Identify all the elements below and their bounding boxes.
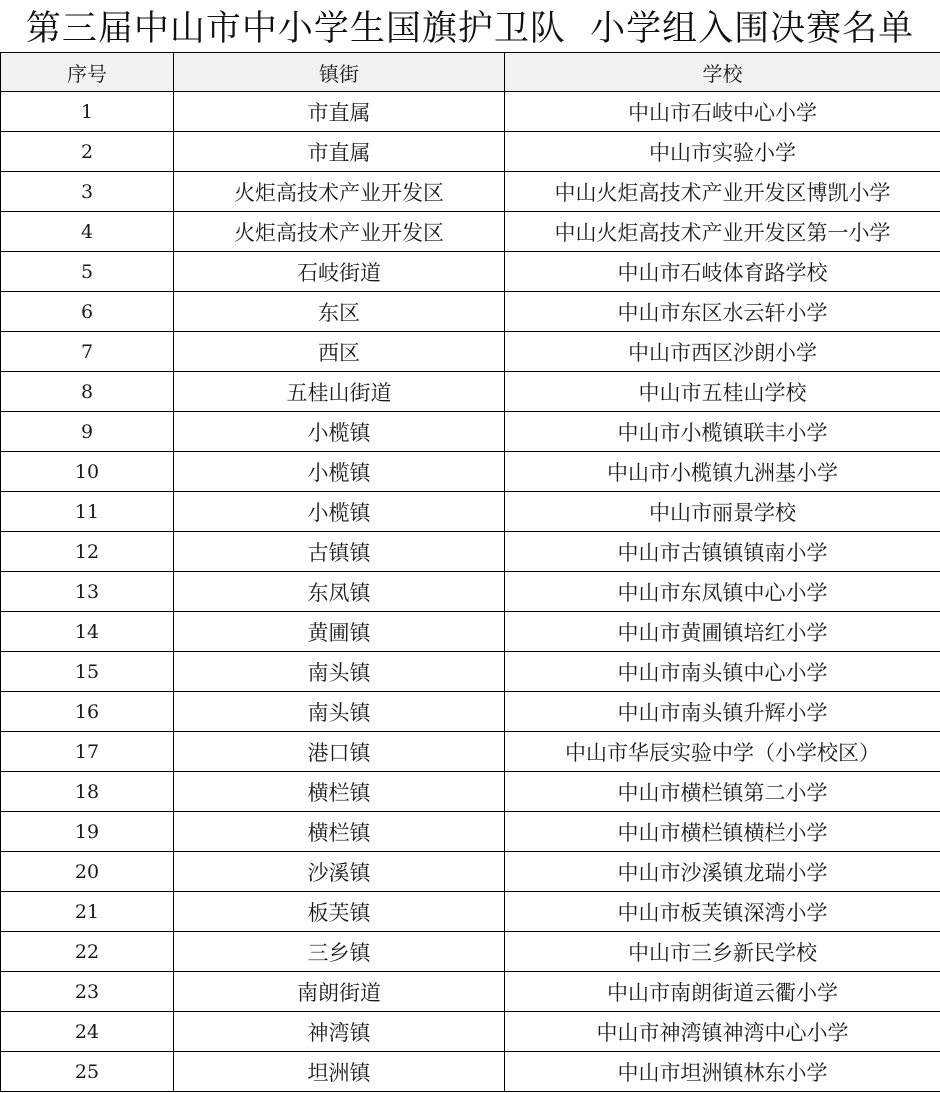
header-row	[1, 53, 940, 92]
row-index-cell: 23	[1, 972, 174, 1012]
row-school-cell: 中山市古镇镇镇南小学	[505, 532, 940, 572]
row-school-cell: 中山市华辰实验中学（小学校区）	[505, 732, 940, 772]
row-school-cell: 中山市南头镇中心小学	[505, 652, 940, 692]
row-town-cell: 五桂山街道	[174, 372, 505, 412]
document-title: 第三届中山市中小学生国旗护卫队 小学组入围决赛名单	[25, 9, 915, 49]
table-row	[1, 892, 940, 932]
table-row	[1, 772, 940, 812]
table-row	[1, 252, 940, 292]
row-school-cell: 中山市实验小学	[505, 132, 940, 172]
row-town-cell: 板芙镇	[174, 892, 505, 932]
row-school-cell: 中山市南头镇升辉小学	[505, 692, 940, 732]
table-row	[1, 452, 940, 492]
table-row	[1, 292, 940, 332]
header-town: 镇街	[174, 53, 505, 92]
row-town-cell: 黄圃镇	[174, 612, 505, 652]
row-school-cell: 中山市东区水云轩小学	[505, 292, 940, 332]
table-row	[1, 732, 940, 772]
row-index-cell: 3	[1, 172, 174, 212]
row-school-cell: 中山市黄圃镇培红小学	[505, 612, 940, 652]
row-town-cell: 小榄镇	[174, 492, 505, 532]
row-town-cell: 三乡镇	[174, 932, 505, 972]
table-row	[1, 412, 940, 452]
table-row	[1, 532, 940, 572]
row-town-cell: 古镇镇	[174, 532, 505, 572]
row-school-cell: 中山市小榄镇联丰小学	[505, 412, 940, 452]
table-row	[1, 132, 940, 172]
row-school-cell: 中山市南朗街道云衢小学	[505, 972, 940, 1012]
row-town-cell: 市直属	[174, 92, 505, 132]
row-school-cell: 中山市丽景学校	[505, 492, 940, 532]
row-index-cell: 24	[1, 1012, 174, 1052]
row-index-cell: 22	[1, 932, 174, 972]
row-index-cell: 15	[1, 652, 174, 692]
row-index-cell: 20	[1, 852, 174, 892]
row-town-cell: 火炬高技术产业开发区	[174, 172, 505, 212]
row-school-cell: 中山市西区沙朗小学	[505, 332, 940, 372]
row-index-cell: 2	[1, 132, 174, 172]
row-school-cell: 中山市三乡新民学校	[505, 932, 940, 972]
row-index-cell: 10	[1, 452, 174, 492]
row-town-cell: 神湾镇	[174, 1012, 505, 1052]
table-row	[1, 692, 940, 732]
table-row	[1, 372, 940, 412]
table-row	[1, 812, 940, 852]
row-index-cell: 1	[1, 92, 174, 132]
row-index-cell: 11	[1, 492, 174, 532]
row-school-cell: 中山市小榄镇九洲基小学	[505, 452, 940, 492]
row-school-cell: 中山市神湾镇神湾中心小学	[505, 1012, 940, 1052]
row-index-cell: 14	[1, 612, 174, 652]
table-row	[1, 1012, 940, 1052]
table-row	[1, 92, 940, 132]
row-town-cell: 小榄镇	[174, 412, 505, 452]
row-school-cell: 中山火炬高技术产业开发区第一小学	[505, 212, 940, 252]
table-row	[1, 612, 940, 652]
row-index-cell: 19	[1, 812, 174, 852]
row-index-cell: 21	[1, 892, 174, 932]
finalist-table	[0, 52, 940, 1092]
row-town-cell: 西区	[174, 332, 505, 372]
row-school-cell: 中山市石岐中心小学	[505, 92, 940, 132]
row-town-cell: 南朗街道	[174, 972, 505, 1012]
table-row	[1, 332, 940, 372]
row-school-cell: 中山市板芙镇深湾小学	[505, 892, 940, 932]
row-index-cell: 25	[1, 1052, 174, 1092]
table-row	[1, 1052, 940, 1092]
row-index-cell: 7	[1, 332, 174, 372]
table-row	[1, 852, 940, 892]
row-index-cell: 13	[1, 572, 174, 612]
row-town-cell: 东凤镇	[174, 572, 505, 612]
row-town-cell: 市直属	[174, 132, 505, 172]
table-header	[1, 53, 940, 92]
row-town-cell: 火炬高技术产业开发区	[174, 212, 505, 252]
row-town-cell: 港口镇	[174, 732, 505, 772]
row-school-cell: 中山市石岐体育路学校	[505, 252, 940, 292]
row-town-cell: 南头镇	[174, 652, 505, 692]
row-school-cell: 中山市坦洲镇林东小学	[505, 1052, 940, 1092]
row-index-cell: 5	[1, 252, 174, 292]
table-row	[1, 652, 940, 692]
row-index-cell: 17	[1, 732, 174, 772]
row-school-cell: 中山市沙溪镇龙瑞小学	[505, 852, 940, 892]
table-body	[1, 92, 940, 1092]
row-town-cell: 横栏镇	[174, 772, 505, 812]
row-index-cell: 4	[1, 212, 174, 252]
row-index-cell: 9	[1, 412, 174, 452]
row-school-cell: 中山市横栏镇横栏小学	[505, 812, 940, 852]
row-town-cell: 东区	[174, 292, 505, 332]
row-school-cell: 中山市五桂山学校	[505, 372, 940, 412]
table-row	[1, 172, 940, 212]
row-school-cell: 中山火炬高技术产业开发区博凯小学	[505, 172, 940, 212]
row-school-cell: 中山市横栏镇第二小学	[505, 772, 940, 812]
row-school-cell: 中山市东凤镇中心小学	[505, 572, 940, 612]
table-row	[1, 492, 940, 532]
header-school: 学校	[505, 53, 940, 92]
table-row	[1, 932, 940, 972]
row-town-cell: 沙溪镇	[174, 852, 505, 892]
header-index: 序号	[1, 53, 174, 92]
row-index-cell: 16	[1, 692, 174, 732]
row-town-cell: 南头镇	[174, 692, 505, 732]
row-index-cell: 8	[1, 372, 174, 412]
row-town-cell: 横栏镇	[174, 812, 505, 852]
row-index-cell: 6	[1, 292, 174, 332]
table-row	[1, 212, 940, 252]
row-index-cell: 18	[1, 772, 174, 812]
table-row	[1, 972, 940, 1012]
table-row	[1, 572, 940, 612]
row-town-cell: 石岐街道	[174, 252, 505, 292]
row-town-cell: 坦洲镇	[174, 1052, 505, 1092]
row-town-cell: 小榄镇	[174, 452, 505, 492]
row-index-cell: 12	[1, 532, 174, 572]
